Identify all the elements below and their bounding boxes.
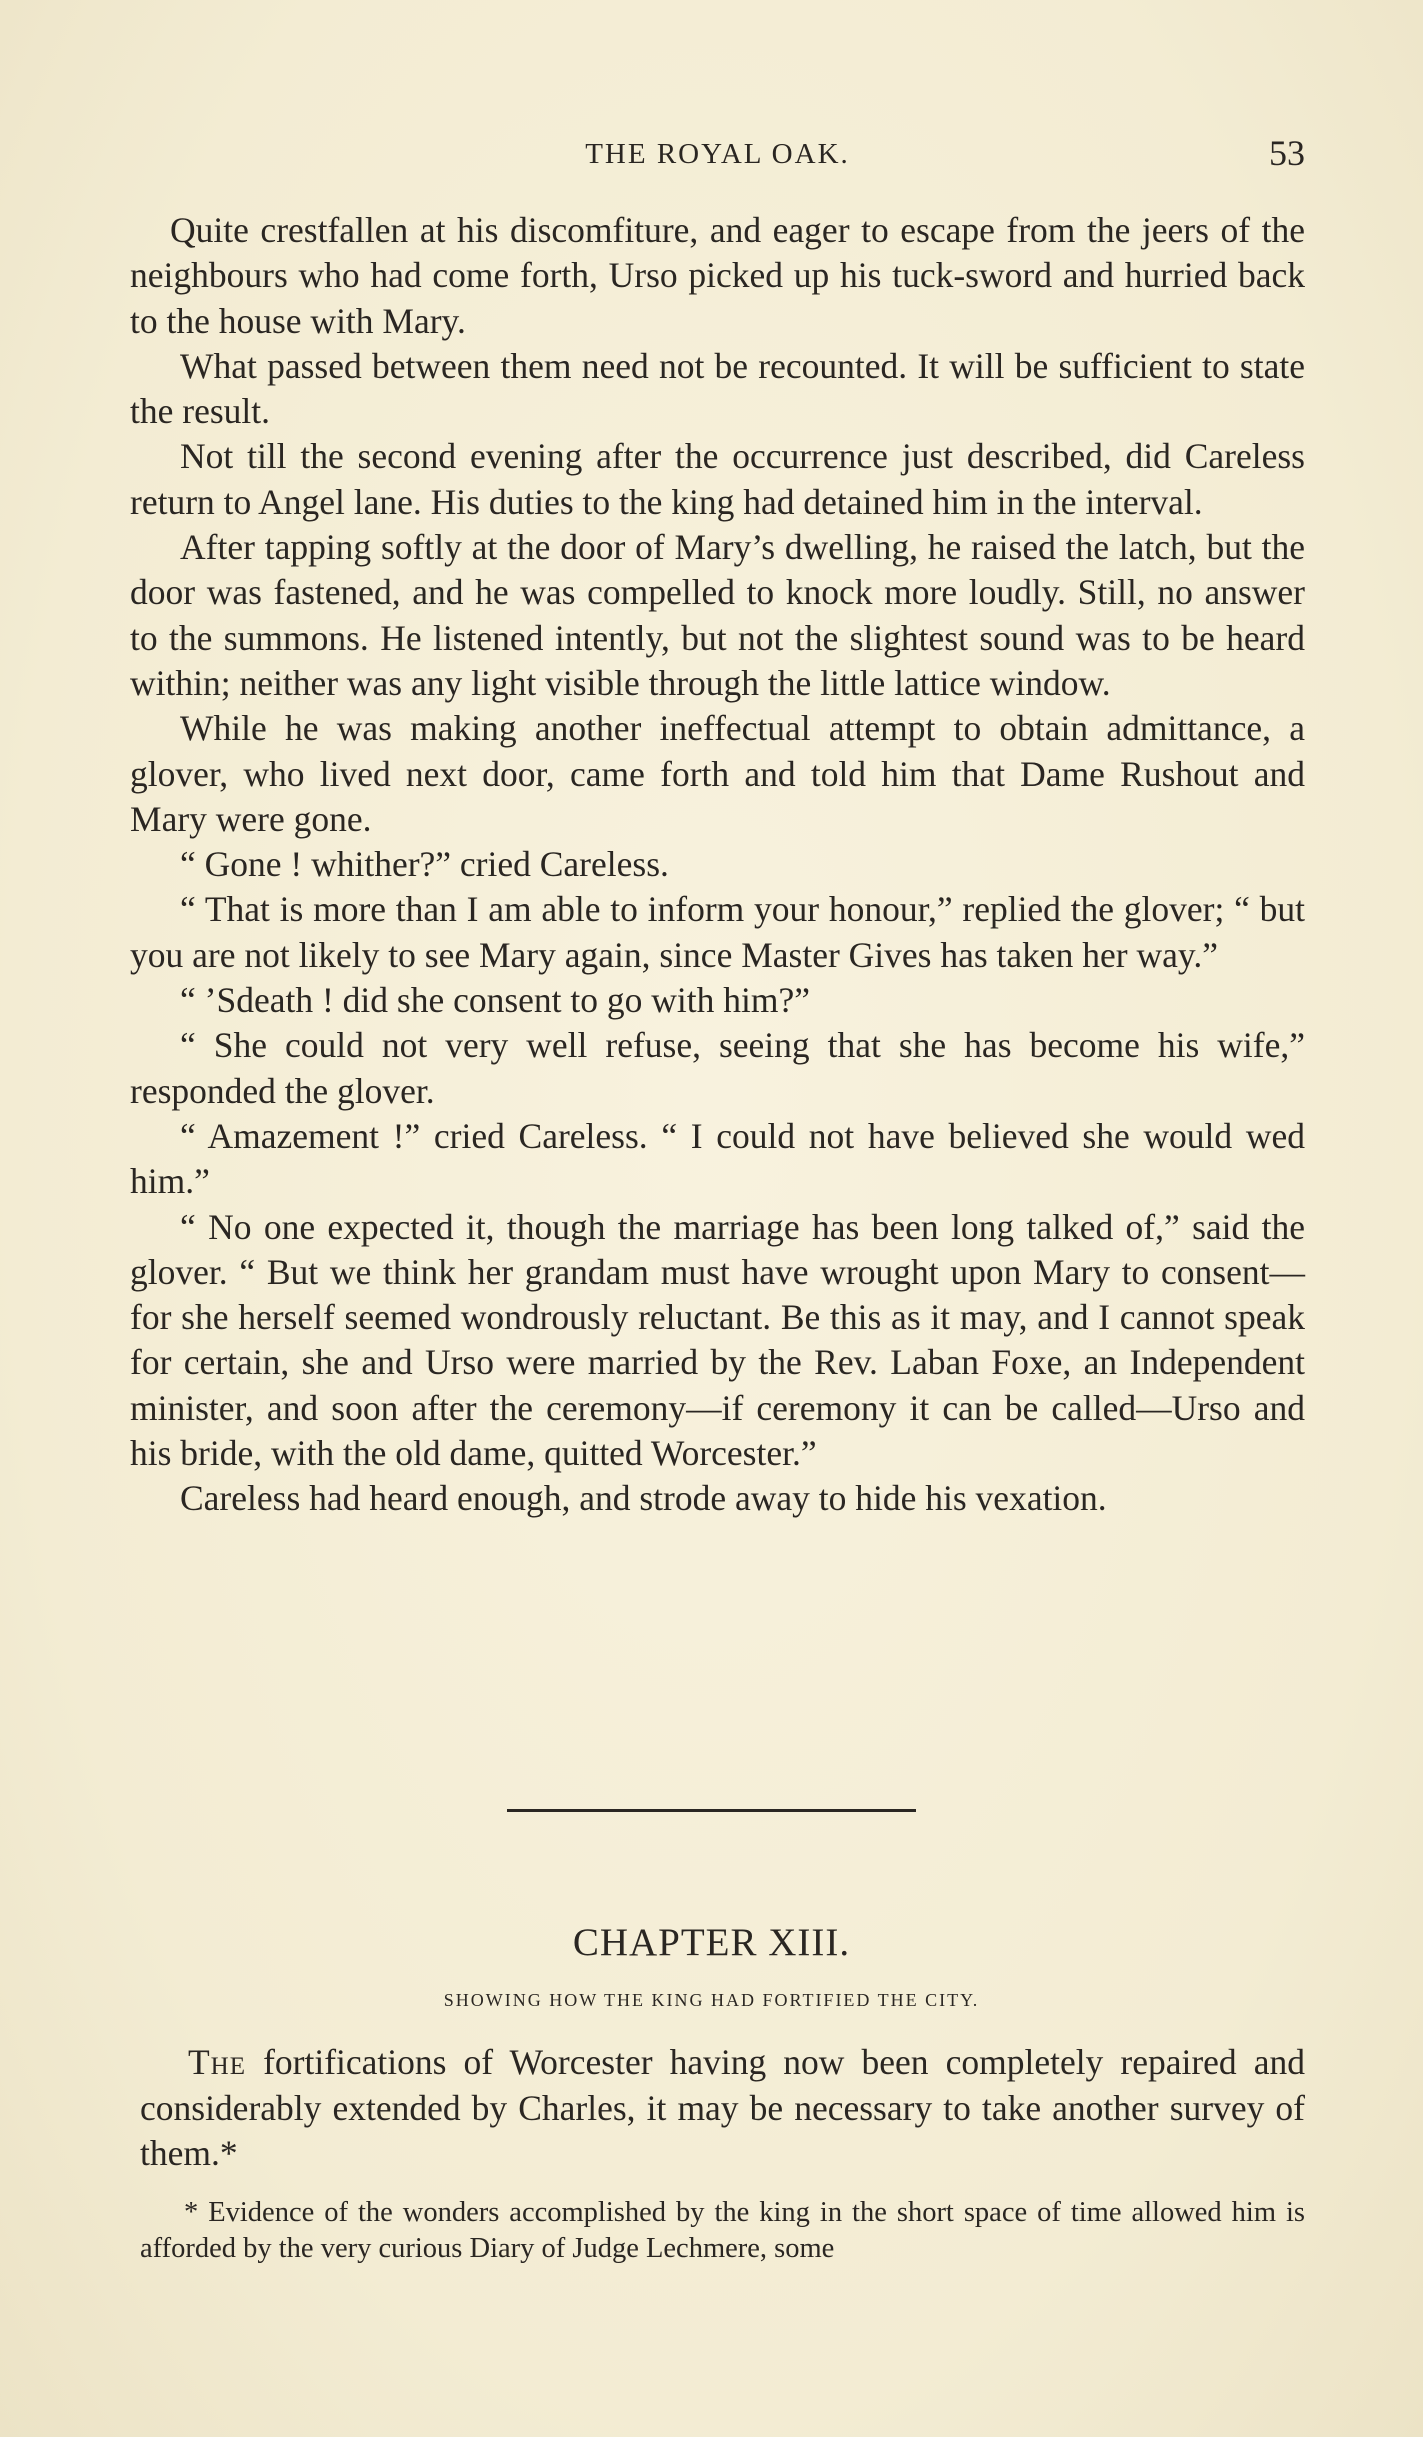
page-number: 53 [1269, 133, 1305, 173]
page-header [130, 133, 1305, 178]
chapter-paragraph [140, 2040, 1305, 2177]
chapter-heading: CHAPTER XIII. [572, 1921, 851, 1964]
paragraph: “ That is more than I am able to inform your honour,” replied the glover; “ but you are not likely to see Mary again, since Master Gives has taken her way.” [130, 889, 1305, 975]
lead-word: The [188, 2042, 247, 2082]
paragraph: “ Amazement !” cried Careless. “ I could not have believed she would wed him.” [130, 1115, 1305, 1202]
paragraph: Careless had heard enough, and strode away to hide his vexation. [180, 1478, 1107, 1519]
paragraph: Quite crestfallen at his discomfiture, and eager to escape from the jeers of the neighbours who had come forth, Urso picked up his tuck-sword and hurried back to the house with Mary. [130, 210, 1305, 341]
paragraph: “ Gone ! whither?” cried Careless. [180, 844, 669, 885]
paragraph: “ No one expected it, though the marriage has been long talked of,” said the glover. “ But we think her grandam must have wrought upon Mary to consent—for she herself seemed wondrously reluctant. Be this as it may, and I cannot speak for certain, she and Urso were married by the Rev. Laban Foxe, an Independent minister, and soon after the ceremony—if ceremony it can be called—Urso and his bride, with the old dame, quitted Worcester.” [130, 1206, 1305, 1474]
paragraph: While he was making another ineffectual attempt to obtain admittance, a glover, who lived next door, came forth and told him that Dame Rushout and Mary were gone. [130, 708, 1305, 839]
paragraph: What passed between them need not be recounted. It will be sufficient to state the result. [130, 345, 1305, 432]
paragraph: “ ’Sdeath ! did she consent to go with him?” [180, 980, 810, 1021]
paragraph: After tapping softly at the door of Mary’s dwelling, he raised the latch, but the door was fastened, and he was compelled to knock more loudly. Still, no answer to the summons. He listened intently, but not the slightest sound was to be heard within; neither was any light visible through the little lattice window. [130, 527, 1305, 703]
chapter-subtitle: SHOWING HOW THE KING HAD FORTIFIED THE CITY. [443, 1990, 980, 2010]
chapter-opening [140, 2040, 1305, 2177]
paragraph: “ She could not very well refuse, seeing that she has become his wife,” responded the glover. [130, 1025, 1305, 1111]
section-divider [507, 1809, 916, 1812]
footnote [140, 2195, 1305, 2267]
chapter-opening-text: fortifications of Worcester having now been completely repaired and considerably extended by Charles, it may be necessary to take another survey of them.* [140, 2042, 1305, 2173]
body-text [130, 208, 1305, 1522]
paragraph: Not till the second evening after the occurrence just described, did Careless return to Angel lane. His duties to the king had detained him in the interval. [130, 436, 1305, 522]
running-title: THE ROYAL OAK. [585, 138, 850, 170]
footnote-text: * Evidence of the wonders accomplished by the king in the short space of time allowed him is afforded by the very curious Diary of Judge Lechmere, some [140, 2197, 1305, 2264]
